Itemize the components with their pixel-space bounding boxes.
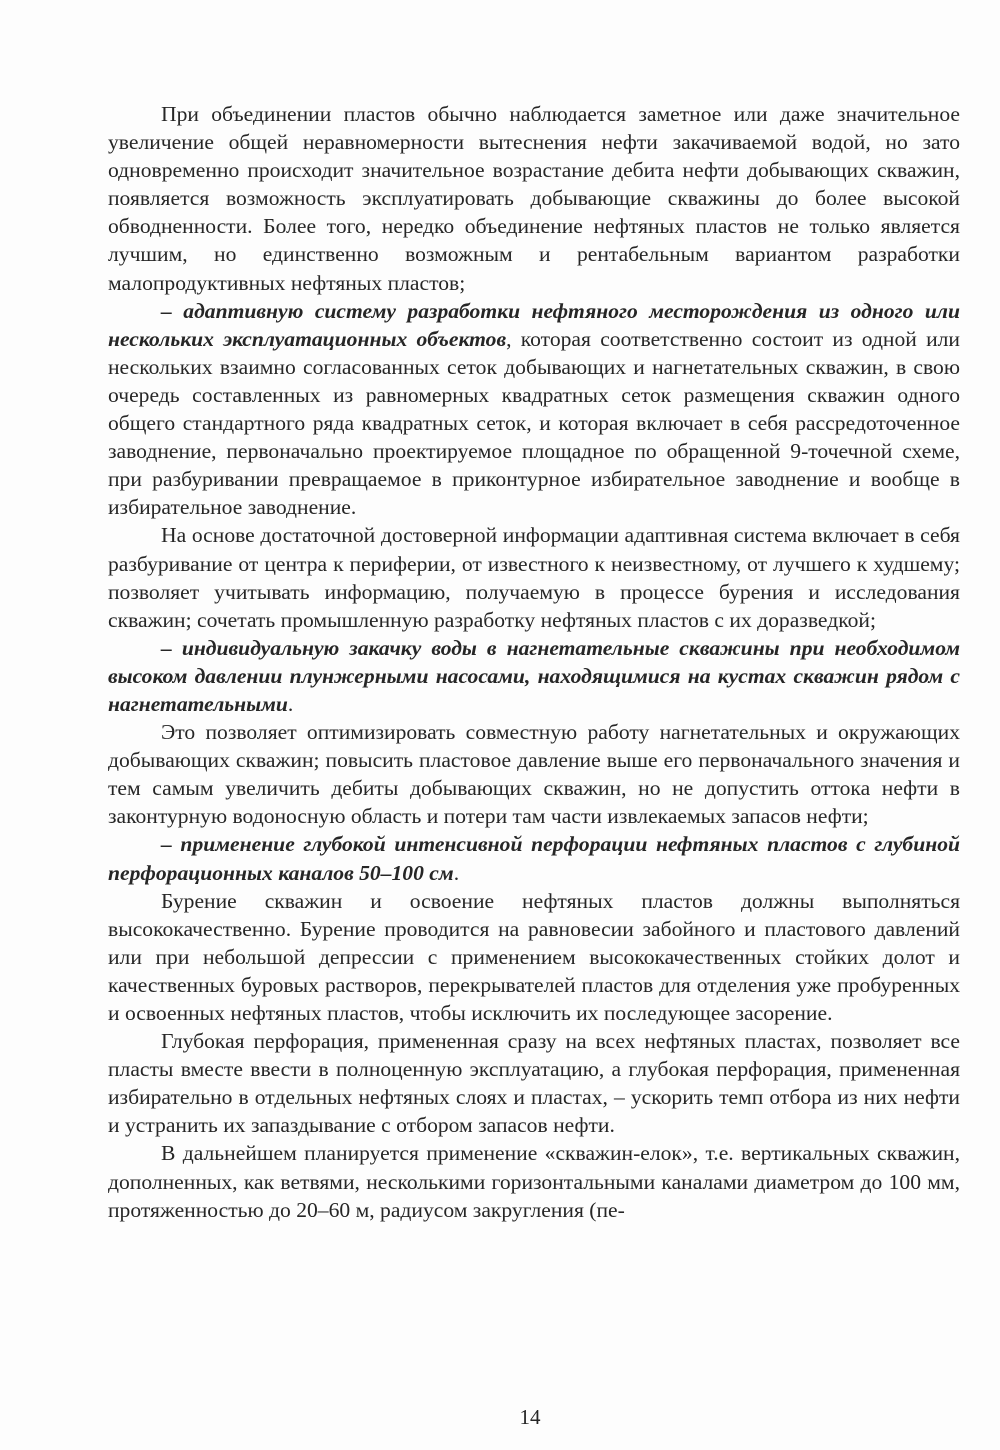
paragraph-4: – индивидуальную закачку воды в нагнетательные скважины при необходимом высоком давлении плунжерными насосами, находящимися на кустах скважин рядом с нагнетательными. bbox=[108, 635, 960, 716]
paragraph-7: Бурение скважин и освоение нефтяных пластов должны выполняться высококачественно. Бурение проводится на равновесии забойного и пластового давлений или при небольшой депрессии с применением высококачественных стойких долот и качественных буровых растворов, перекрывателей пластов для отделения уже пробуренных и освоенных нефтяных пластов, чтобы исключить их последующее засорение. bbox=[108, 888, 960, 1025]
page-number: 14 bbox=[519, 1405, 541, 1429]
emphasized-list-item: – индивидуальную закачку воды в нагнетательные скважины при необходимом высоком давлении плунжерными насосами, находящимися на кустах скважин рядом с нагнетательными bbox=[108, 635, 960, 716]
paragraph-6: – применение глубокой интенсивной перфорации нефтяных пластов с глубиной перфорационных каналов 50–100 см. bbox=[108, 832, 960, 885]
paragraph-9: В дальнейшем планируется применение «скважин-елок», т.е. вертикальных скважин, дополненных, как ветвями, несколькими горизонтальными каналами диаметром до 100 мм, протяженностью до 20–60 м, радиусом закругления (пе- bbox=[108, 1141, 960, 1222]
paragraph-3: На основе достаточной достоверной информации адаптивная система включает в себя разбуривание от центра к периферии, от известного к неизвестному, от лучшего к худшему; позволяет учитывать информацию, получаемую в процессе бурения и исследования скважин; сочетать промышленную разработку нефтяных пластов с их доразведкой; bbox=[108, 523, 960, 632]
paragraph-8: Глубокая перфорация, примененная сразу на всех нефтяных пластах, позволяет все пласты вместе ввести в полноценную эксплуатацию, а глубокая перфорация, примененная избирательно в отдельных нефтяных слоях и пластах, – ускорить темп отбора из них нефти и устранить их запаздывание с отбором запасов нефти. bbox=[108, 1029, 960, 1138]
emphasized-list-item: – применение глубокой интенсивной перфорации нефтяных пластов с глубиной перфорационных каналов 50–100 см bbox=[108, 832, 960, 885]
paragraph-5: Это позволяет оптимизировать совместную работу нагнетательных и окружающих добывающих скважин; повысить пластовое давление выше его первоначального значения и тем самым увеличить дебиты добывающих скважин, но не допустить оттока нефти в законтурную водоносную область и потери там части извлекаемых запасов нефти; bbox=[108, 720, 960, 829]
emphasized-list-item: – адаптивную систему разработки нефтяного месторождения из одного или нескольких эксплуатационных объектов bbox=[108, 298, 960, 351]
paragraph-1: При объединении пластов обычно наблюдается заметное или даже значительное увеличение общей неравномерности вытеснения нефти закачиваемой водой, но зато одновременно происходит значительное возрастание дебита нефти добывающих скважин, появляется возможность эксплуатировать добывающие скважины до более высокой обводненности. Более того, нередко объединение нефтяных пластов не только является лучшим, но единственно возможным и рентабельным вариантом разработки малопродуктивных нефтяных пластов; bbox=[108, 102, 960, 295]
body-text bbox=[108, 100, 960, 1224]
paragraph-2: – адаптивную систему разработки нефтяного месторождения из одного или нескольких эксплуатационных объектов, которая соответственно состоит из одной или нескольких взаимно согласованных сеток добывающих и нагнетательных скважин, в свою очередь составленных из равномерных квадратных сеток размещения скважин одного общего стандартного ряда квадратных сеток, и которая включает в себя рассредоточенное заводнение, первоначально проектируемое площадное по обращенной 9-точечной схеме, при разбуривании превращаемое в приконтурное избирательное заводнение и вообще в избирательное заводнение. bbox=[108, 298, 960, 520]
